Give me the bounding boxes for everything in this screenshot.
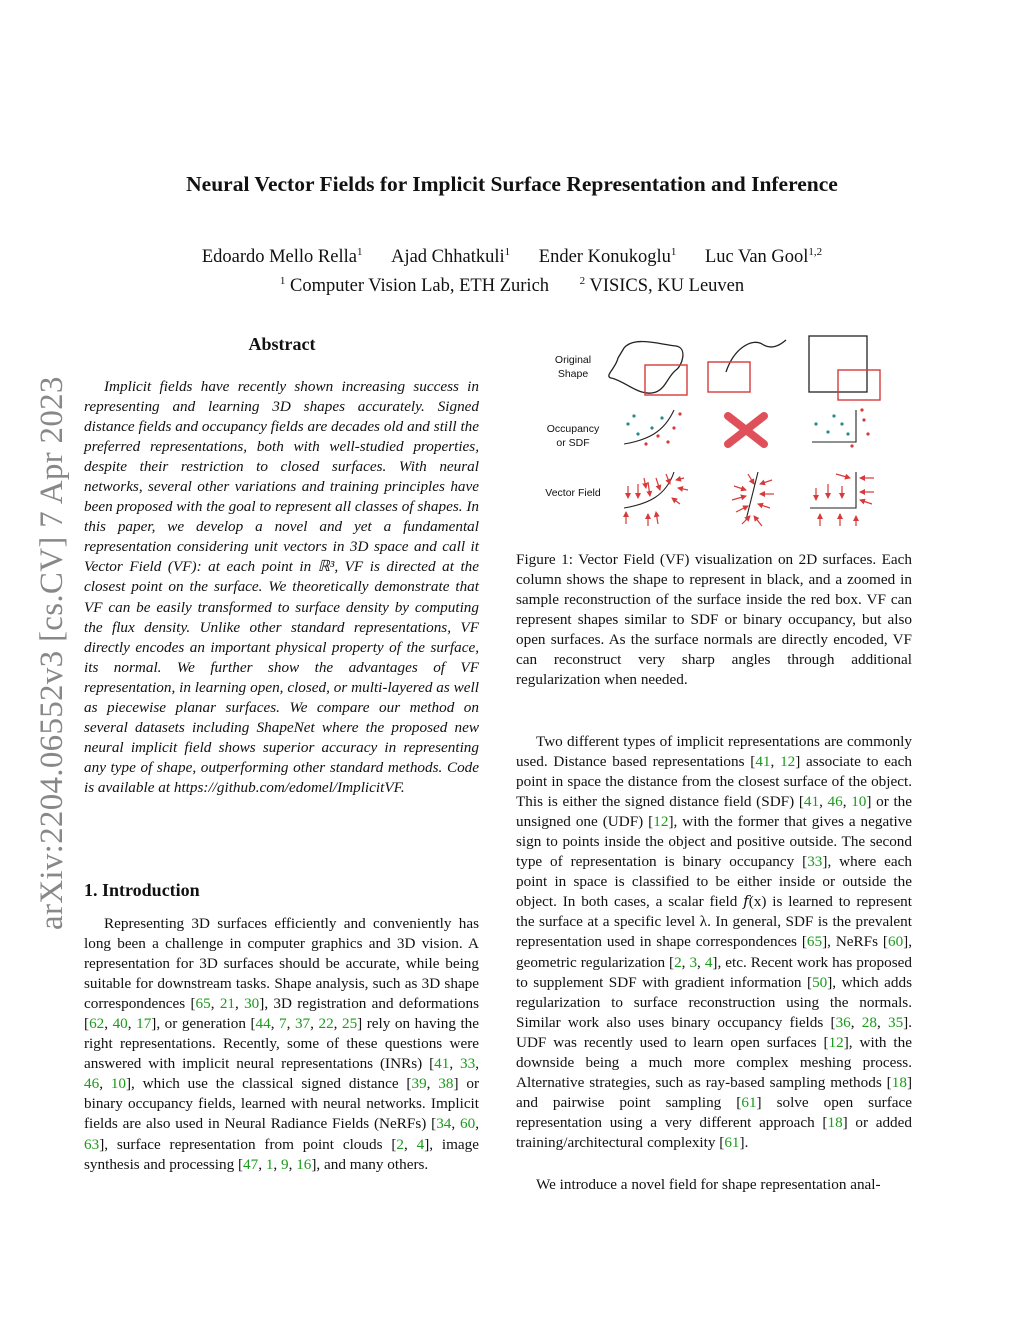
vector-arrow xyxy=(648,482,650,496)
citation-link[interactable]: 4 xyxy=(704,953,713,971)
citation-link[interactable]: 12 xyxy=(828,1033,844,1051)
author-3: Ender Konukoglu$^1$ xyxy=(538,246,677,268)
citation-link[interactable]: 36 xyxy=(835,1013,851,1031)
citation-link[interactable]: 60 xyxy=(460,1115,476,1133)
figure-1-caption: Figure 1: Vector Field (VF) visualization on 2D surfaces. Each column shows the shape to represent in black, and a zoomed in sample reconstruction of the surface inside the red box. VF can represent shapes similar to SDF or binary occupancy, but also open surfaces. As the surface normals are directly encoded, VF can reconstruct very sharp angles through additional regularization when needed. xyxy=(516,551,912,688)
citation-link[interactable]: 25 xyxy=(341,1015,358,1033)
figure-row-label: or SDF xyxy=(556,437,590,449)
citation-link[interactable]: 39 xyxy=(411,1075,427,1093)
vector-arrow xyxy=(732,496,746,500)
vector-arrow xyxy=(836,474,850,478)
vector-arrow xyxy=(672,498,680,504)
citation-link[interactable]: 12 xyxy=(780,753,796,771)
citation-link[interactable]: 65 xyxy=(806,933,823,951)
vector-arrow xyxy=(678,488,688,490)
introduction-paragraph-3: We introduce a novel field for shape representation anal- xyxy=(536,1176,881,1193)
vector-arrow xyxy=(742,516,750,524)
affiliation-1: $^1$ Computer Vision Lab, ETH Zurich xyxy=(279,275,550,297)
author-4: Luc Van Gool$^{1,2}$ xyxy=(704,246,823,268)
citation-link[interactable]: 61 xyxy=(741,1093,757,1111)
vector-arrow xyxy=(758,504,770,508)
citation-link[interactable]: 40 xyxy=(112,1015,128,1033)
citation-link[interactable]: 50 xyxy=(812,973,828,991)
citation-link[interactable]: 60 xyxy=(887,933,904,951)
citation-link[interactable]: 61 xyxy=(724,1133,740,1151)
citation-link[interactable]: 12 xyxy=(653,813,669,831)
citation-link[interactable]: 9 xyxy=(281,1155,289,1173)
author-block xyxy=(0,240,1024,298)
citation-link[interactable]: 41 xyxy=(434,1055,450,1073)
vector-arrow xyxy=(860,500,872,504)
fail-cross-icon xyxy=(728,416,764,444)
vector-arrow xyxy=(748,474,754,484)
citation-link[interactable]: 17 xyxy=(136,1015,152,1033)
vector-arrow xyxy=(754,516,762,526)
citation-link[interactable]: 63 xyxy=(84,1135,100,1153)
citation-link[interactable]: 16 xyxy=(296,1155,312,1173)
citation-link[interactable]: 28 xyxy=(861,1013,877,1031)
figure-row-label: Occupancy xyxy=(546,423,600,435)
abstract-text: Implicit fields have recently shown increasing success in representing and learning 3D shapes accurately. Signed distance fields and occupancy fields are decades old and still the preferred representations, both with well-studied properties, despite their restriction to closed surfaces. With neural networks, several other variations and training principles have been proposed with the goal to represent all classes of shapes. In this paper, we develop a novel and yet a fundamental representation considering unit vectors in 3D space and call it Vector Field (VF): at each point in ℝ³, VF is directed at the closest point on the surface. We theoretically demonstrate that VF can be easily transformed to surface density by computing the flux density. Unlike other standard representations, VF directly encodes an important physical property of the surface, its normal. We further show the advantages of VF representation, in learning open, closed, or multi-layered as well as piecewise planar surfaces. We compare our method on several datasets including ShapeNet where the proposed new neural implicit field shows superior accuracy in representing any type of shape, outperforming other standard methods. Code is available at https://github.com/edomel/ImplicitVF. xyxy=(84,378,479,796)
figure-row-label: Shape xyxy=(557,368,589,380)
zoom-box-closed xyxy=(645,365,687,395)
citation-link[interactable]: 34 xyxy=(436,1115,452,1133)
occupancy-corner-surface xyxy=(812,408,870,447)
citation-link[interactable]: 10 xyxy=(110,1075,126,1093)
occupancy-closed-surface xyxy=(624,410,682,446)
vector-arrow xyxy=(644,478,646,488)
abstract-heading: Abstract xyxy=(248,334,316,354)
citation-link[interactable]: 41 xyxy=(755,753,771,771)
affiliation-list xyxy=(0,269,1024,298)
citation-link[interactable]: 41 xyxy=(803,793,820,811)
citation-link[interactable]: 46 xyxy=(84,1075,100,1093)
vector-arrow xyxy=(656,512,658,524)
introduction-paragraph-1: Representing 3D surfaces efficiently and conveniently has long been a challenge in computer graphics and 3D vision. A representation for 3D surfaces should be accurate, while being suitable for downstream tasks. Shape analysis, such as 3D shape correspondences [65, 21, 30], 3D registration and deformations [62, 40, 17], or generation [44, 7, 37, 22, 25] rely on having the right representations. Recently, some of these questions were answered with implicit neural representations (INRs) [41, 33, 46, 10], which use the classical signed distance [39, 38] or binary occupancy fields, learned with neural networks. Implicit fields are also used in Neural Radiance Fields (NeRFs) [34, 60, 63], surface representation from point clouds [2, 4], image synthesis and processing [47, 1, 9, 16], and many others. xyxy=(84,915,480,1173)
citation-link[interactable]: 65 xyxy=(195,995,211,1013)
citation-link[interactable]: 46 xyxy=(827,793,843,811)
citation-link[interactable]: 10 xyxy=(851,793,867,811)
author-list xyxy=(0,240,1024,269)
citation-link[interactable]: 35 xyxy=(887,1013,904,1031)
citation-link[interactable]: 47 xyxy=(243,1155,259,1173)
vector-arrow xyxy=(676,478,684,480)
figure-1-vector-field-visualization xyxy=(516,328,916,533)
citation-link[interactable]: 33 xyxy=(460,1055,476,1073)
closed-shape-outline xyxy=(609,342,683,394)
citation-link[interactable]: 62 xyxy=(89,1015,105,1033)
zoom-box-open xyxy=(708,362,750,392)
open-shape-outline xyxy=(726,340,786,372)
citation-link[interactable]: 38 xyxy=(438,1075,454,1093)
citation-link[interactable]: 18 xyxy=(891,1073,907,1091)
figure-row-label: Original xyxy=(554,354,592,366)
citation-link[interactable]: 2 xyxy=(674,953,682,971)
arxiv-identifier: arXiv:2204.06552v3 [cs.CV] 7 Apr 2023 xyxy=(34,376,70,930)
citation-link[interactable]: 37 xyxy=(294,1015,311,1033)
vector-field-closed-surface xyxy=(624,472,688,526)
citation-link[interactable]: 2 xyxy=(396,1135,404,1153)
citation-link[interactable]: 33 xyxy=(807,853,823,871)
introduction-paragraph-2: Two different types of implicit representations are commonly used. Distance based representations [41, 12] associate to each point in space the distance from the closest surface of the object. This is either the signed distance field (SDF) [41, 46, 10] or the unsigned one (UDF) [12], with the former that gives a negative sign to points inside the object and positive outside. The second type of representation is binary occupancy [33], where each point in space is classified to be either inside or outside the object. In both cases, a scalar field 𝑓(x) is learned to represent the surface at a specific level λ. In general, SDF is the prevalent representation used in shape correspondences [65], NeRFs [60], geometric regularization [2, 3, 4], etc. Recent work has proposed to supplement SDF with gradient information [50], which adds regularization to surface reconstruction using the normals. Similar work also uses binary occupancy fields [36, 28, 35]. UDF was recently used to learn open surfaces [12], with the downside being a much more complex meshing process. Alternative strategies, such as ray-based sampling methods [18] and pairwise point sampling [61] solve open surface representation using a very different approach [18] or added training/architectural complexity [61]. xyxy=(516,733,913,1151)
vector-arrow xyxy=(736,506,748,512)
figure-row-label: Vector Field xyxy=(545,487,601,499)
citation-link[interactable]: 21 xyxy=(219,995,235,1013)
citation-link[interactable]: 44 xyxy=(255,1015,271,1033)
affiliation-2: $^2$ VISICS, KU Leuven xyxy=(579,275,745,297)
author-2: Ajad Chhatkuli$^1$ xyxy=(391,246,511,268)
citation-link[interactable]: 30 xyxy=(244,995,260,1013)
citation-link[interactable]: 22 xyxy=(318,1015,334,1033)
citation-link[interactable]: 1 xyxy=(265,1155,274,1173)
introduction-heading: 1. Introduction xyxy=(84,880,200,900)
vector-arrow xyxy=(656,478,660,490)
vector-field-corner-surface xyxy=(810,472,874,526)
vector-arrow xyxy=(760,480,772,484)
citation-link[interactable]: 4 xyxy=(416,1135,425,1153)
zoom-box-corner xyxy=(838,370,880,400)
citation-link[interactable]: 3 xyxy=(689,953,698,971)
vector-arrow xyxy=(734,486,746,490)
vector-arrow xyxy=(666,474,670,484)
paper-title: Neural Vector Fields for Implicit Surface Representation and Inference xyxy=(186,172,838,196)
author-1: Edoardo Mello Rella$^1$ xyxy=(201,246,363,268)
citation-link[interactable]: 18 xyxy=(827,1113,843,1131)
vector-field-open-surface xyxy=(732,472,774,526)
citation-link[interactable]: 7 xyxy=(279,1015,287,1033)
